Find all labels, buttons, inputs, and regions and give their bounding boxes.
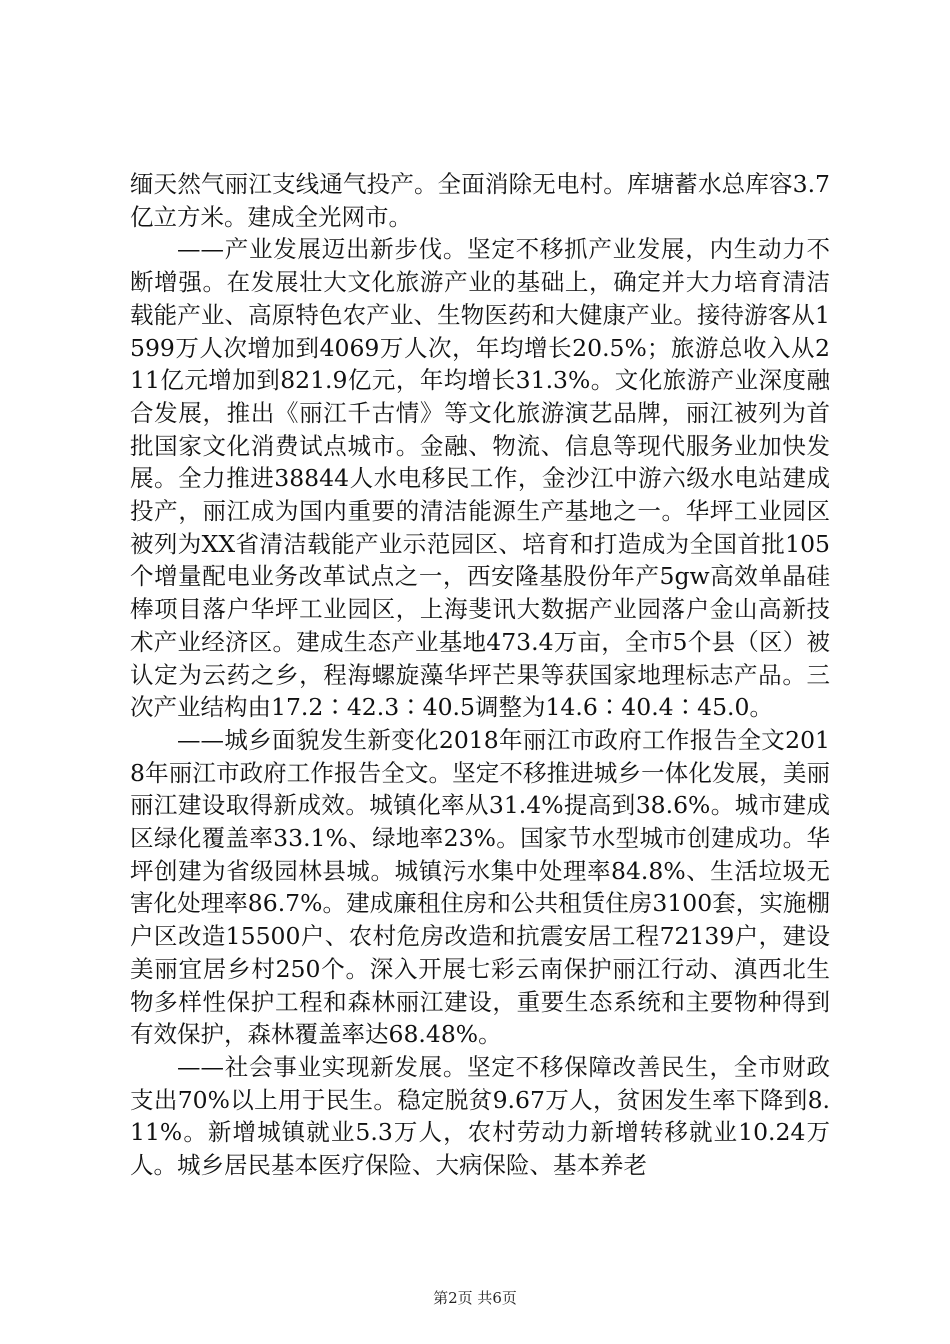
paragraph-1: 缅天然气丽江支线通气投产。全面消除无电村。库塘蓄水总库容3.7亿立方米。建成全光网市。 (130, 170, 830, 231)
paragraph-urban-rural: ——城乡面貌发生新变化2018年丽江市政府工作报告全文2018年丽江市政府工作报告全文。坚定不移推进城乡一体化发展，美丽丽江建设取得新成效。城镇化率从31.4%提高到38.6%。城市建成区绿化覆盖率33.1%、绿地率23%。国家节水型城市创建成功。华坪创建为省级园林县城。城镇污水集中处理率84.8%、生活垃圾无害化处理率86.7%。建成廉租住房和公共租赁住房3100套，实施棚户区改造15500户、农村危房改造和抗震安居工程72139户，建设美丽宜居乡村250个。深入开展七彩云南保护丽江行动、滇西北生物多样性保护工程和森林丽江建设，重要生态系统和主要物种得到有效保护，森林覆盖率达68.48%。 (130, 725, 830, 1049)
paragraph-industry: ——产业发展迈出新步伐。坚定不移抓产业发展，内生动力不断增强。在发展壮大文化旅游产业的基础上，确定并大力培育清洁载能产业、高原特色农产业、生物医药和大健康产业。接待游客从1599万人次增加到4069万人次，年均增长20.5%；旅游总收入从211亿元增加到821.9亿元，年均增长31.3%。文化旅游产业深度融合发展，推出《丽江千古情》等文化旅游演艺品牌，丽江被列为首批国家文化消费试点城市。金融、物流、信息等现代服务业加快发展。全力推进38844人水电移民工作，金沙江中游六级水电站建成投产，丽江成为国内重要的清洁能源生产基地之一。华坪工业园区被列为XX省清洁载能产业示范园区、培育和打造成为全国首批105个增量配电业务改革试点之一，西安隆基股份年产5gw高效单晶硅棒项目落户华坪工业园区，上海斐讯大数据产业园落户金山高新技术产业经济区。建成生态产业基地473.4万亩，全市5个县（区）被认定为云药之乡，程海螺旋藻华坪芒果等获国家地理标志产品。三次产业结构由17.2∶42.3∶40.5调整为14.6∶40.4∶45.0。 (130, 235, 830, 722)
page-number-footer: 第2页 共6页 (433, 1289, 517, 1307)
paragraph-social: ——社会事业实现新发展。坚定不移保障改善民生，全市财政支出70%以上用于民生。稳定脱贫9.67万人，贫困发生率下降到8.11%。新增城镇就业5.3万人，农村劳动力新增转移就业10.24万人。城乡居民基本医疗保险、大病保险、基本养老 (130, 1052, 830, 1180)
document-body (130, 168, 830, 1182)
